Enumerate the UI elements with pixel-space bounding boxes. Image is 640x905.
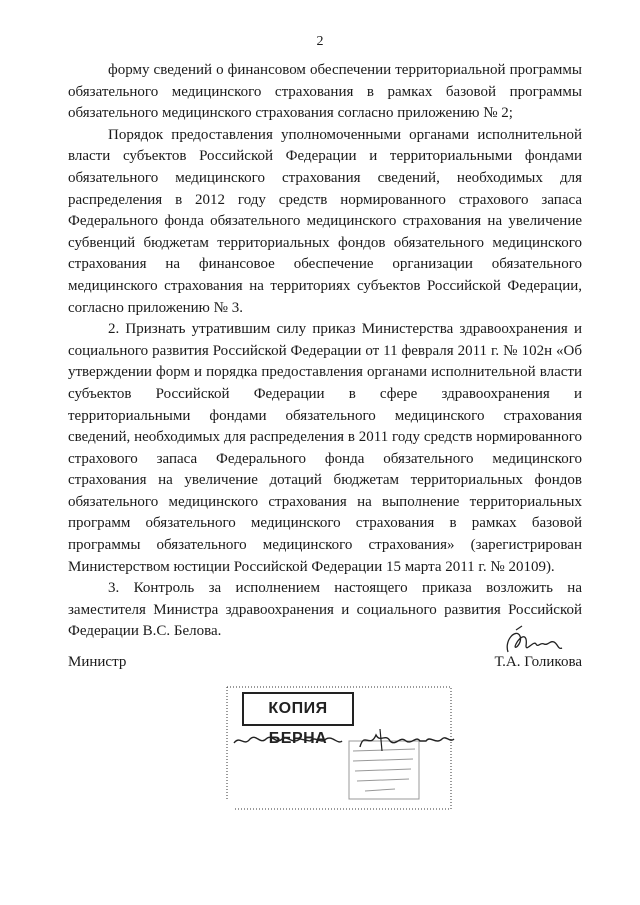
- paragraph-4: 3. Контроль за исполнением настоящего приказа возложить на заместителя Министра здравоохранения и социального развития Российской Федерации В.С. Белова.: [68, 580, 582, 640]
- page-number: 2: [316, 34, 324, 49]
- document-body: [68, 60, 582, 643]
- signatory-title: Министр: [68, 654, 127, 670]
- paragraph-1: форму сведений о финансовом обеспечении территориальной программы обязательного медицинского страхования в рамках базовой программы обязательного медицинского страхования согласно приложению № 2;: [68, 62, 582, 122]
- handwritten-annotation: [230, 727, 460, 753]
- copy-stamp: КОПИЯ БЕРНА: [242, 692, 354, 726]
- signatory-name: Т.А. Голикова: [494, 654, 582, 670]
- paragraph-3: 2. Признать утратившим силу приказ Министерства здравоохранения и социального развития Российской Федерации от 11 февраля 2011 г. № 102н «Об утверждении форм и порядка предоставления органами исполнительной власти субъектов Российской Федерации в сфере здравоохранения и территориальными фондами обязательного медицинского страхования сведений, необходимых для распределения в 2011 году средств нормированного страхового запаса Федерального фонда обязательного медицинского страхования на увеличение дотаций бюджетам территориальных фондов обязательного медицинского страхования на выполнение территориальных программ обязательного медицинского страхования в рамках базовой программы обязательного медицинского страхования» (зарегистрирован Министерством юстиции Российской Федерации 15 марта 2011 г. № 20109).: [68, 321, 582, 575]
- paragraph-2: Порядок предоставления уполномоченными органами исполнительной власти субъектов Российской Федерации и территориальными фондами обязательного медицинского страхования сведений, необходимых для распределения в 2012 году средств нормированного страхового запаса Федерального фонда обязательного медицинского страхования на увеличение субвенций бюджетам территориальных фондов обязательного медицинского страхования на финансовое обеспечение организации обязательного медицинского страхования на территориях субъектов Российской Федерации, согласно приложению № 3.: [68, 126, 582, 316]
- signature-row: [68, 654, 582, 678]
